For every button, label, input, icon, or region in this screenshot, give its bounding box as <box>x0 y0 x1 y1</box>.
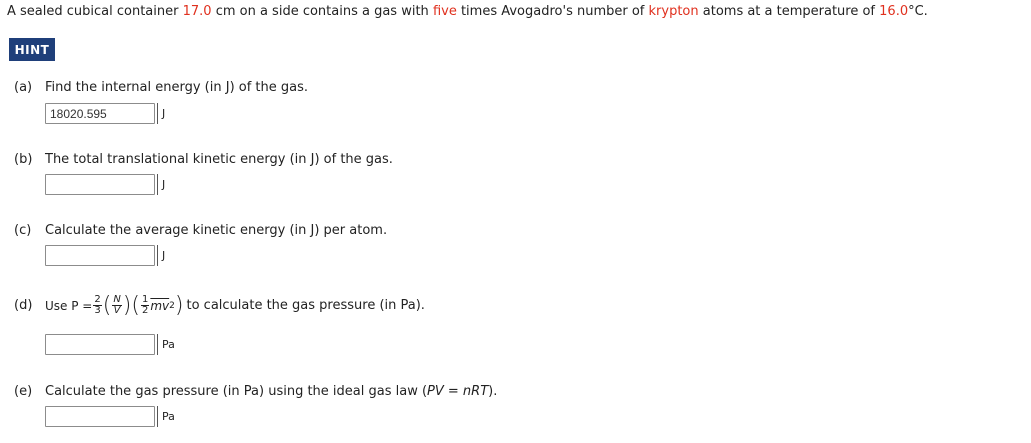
problem-statement <box>7 4 928 19</box>
part-e-text-2: ). <box>488 384 498 399</box>
part-a-label: (a) <box>14 80 33 95</box>
fraction-n-over-v <box>112 295 121 316</box>
part-e-unit: Pa <box>157 406 175 427</box>
part-a-unit: J <box>157 103 165 124</box>
fraction-2-numerator: N <box>113 294 121 305</box>
pressure-formula: $\frac{2}{3}$ ( $\frac{N}{V}$ ) ( $\frac{1}{2}$ $\overline{mv}$ 2 ) <box>94 293 184 318</box>
problem-text-2: cm on a side contains a gas with <box>211 4 433 19</box>
part-e-question <box>14 384 497 399</box>
part-d-use-text: Use P = <box>45 298 93 313</box>
part-a-input[interactable]: 18020.595 <box>45 103 155 124</box>
fraction-1-numerator: 2 <box>94 294 101 305</box>
side-length-value: 17.0 <box>182 4 212 19</box>
problem-text-1: A sealed cubical container <box>7 4 183 19</box>
part-d-unit: Pa <box>157 334 175 355</box>
part-d-answer <box>45 334 175 355</box>
part-e-label: (e) <box>14 384 33 399</box>
part-c-label: (c) <box>14 223 32 238</box>
part-c-unit: J <box>157 245 165 266</box>
fraction-two-thirds <box>93 295 101 316</box>
part-b-unit: J <box>157 174 165 195</box>
fraction-3-denominator: 2 <box>141 305 149 316</box>
problem-text-4: atoms at a temperature of <box>698 4 880 19</box>
part-c-input[interactable] <box>45 245 155 266</box>
part-e-input[interactable] <box>45 406 155 427</box>
part-e-answer <box>45 406 175 427</box>
mv-term: $\overline{mv}$ <box>150 298 170 313</box>
problem-text-5: °C. <box>908 4 928 19</box>
part-b-answer <box>45 174 165 195</box>
part-b-text: The total translational kinetic energy (in J) of the gas. <box>45 152 393 167</box>
part-d-label: (d) <box>14 298 33 313</box>
avogadro-multiple: five <box>432 4 457 19</box>
part-a-answer <box>45 103 165 124</box>
part-e-text-1: Calculate the gas pressure (in Pa) using the ideal gas law ( <box>45 384 428 399</box>
part-b-label: (b) <box>14 152 33 167</box>
part-c-question <box>14 223 387 238</box>
hint-button[interactable]: HINT <box>9 38 55 61</box>
part-d-input[interactable] <box>45 334 155 355</box>
part-b-question <box>14 152 393 167</box>
mv-exponent: 2 <box>169 300 175 311</box>
part-a-question <box>14 80 308 95</box>
problem-text-3: times Avogadro's number of <box>456 4 649 19</box>
fraction-1-denominator: 3 <box>94 305 101 316</box>
part-d-text: to calculate the gas pressure (in Pa). <box>186 298 425 313</box>
part-c-text: Calculate the average kinetic energy (in J) per atom. <box>45 223 388 238</box>
fraction-3-numerator: 1 <box>141 294 149 305</box>
fraction-one-half <box>141 295 149 316</box>
temperature-value: 16.0 <box>879 4 909 19</box>
part-d-question <box>14 293 425 318</box>
part-c-answer <box>45 245 165 266</box>
ideal-gas-equation: PV = nRT <box>427 384 489 399</box>
part-b-input[interactable] <box>45 174 155 195</box>
part-a-text: Find the internal energy (in J) of the gas. <box>45 80 309 95</box>
gas-element: krypton <box>648 4 699 19</box>
fraction-2-denominator: V <box>113 305 121 316</box>
